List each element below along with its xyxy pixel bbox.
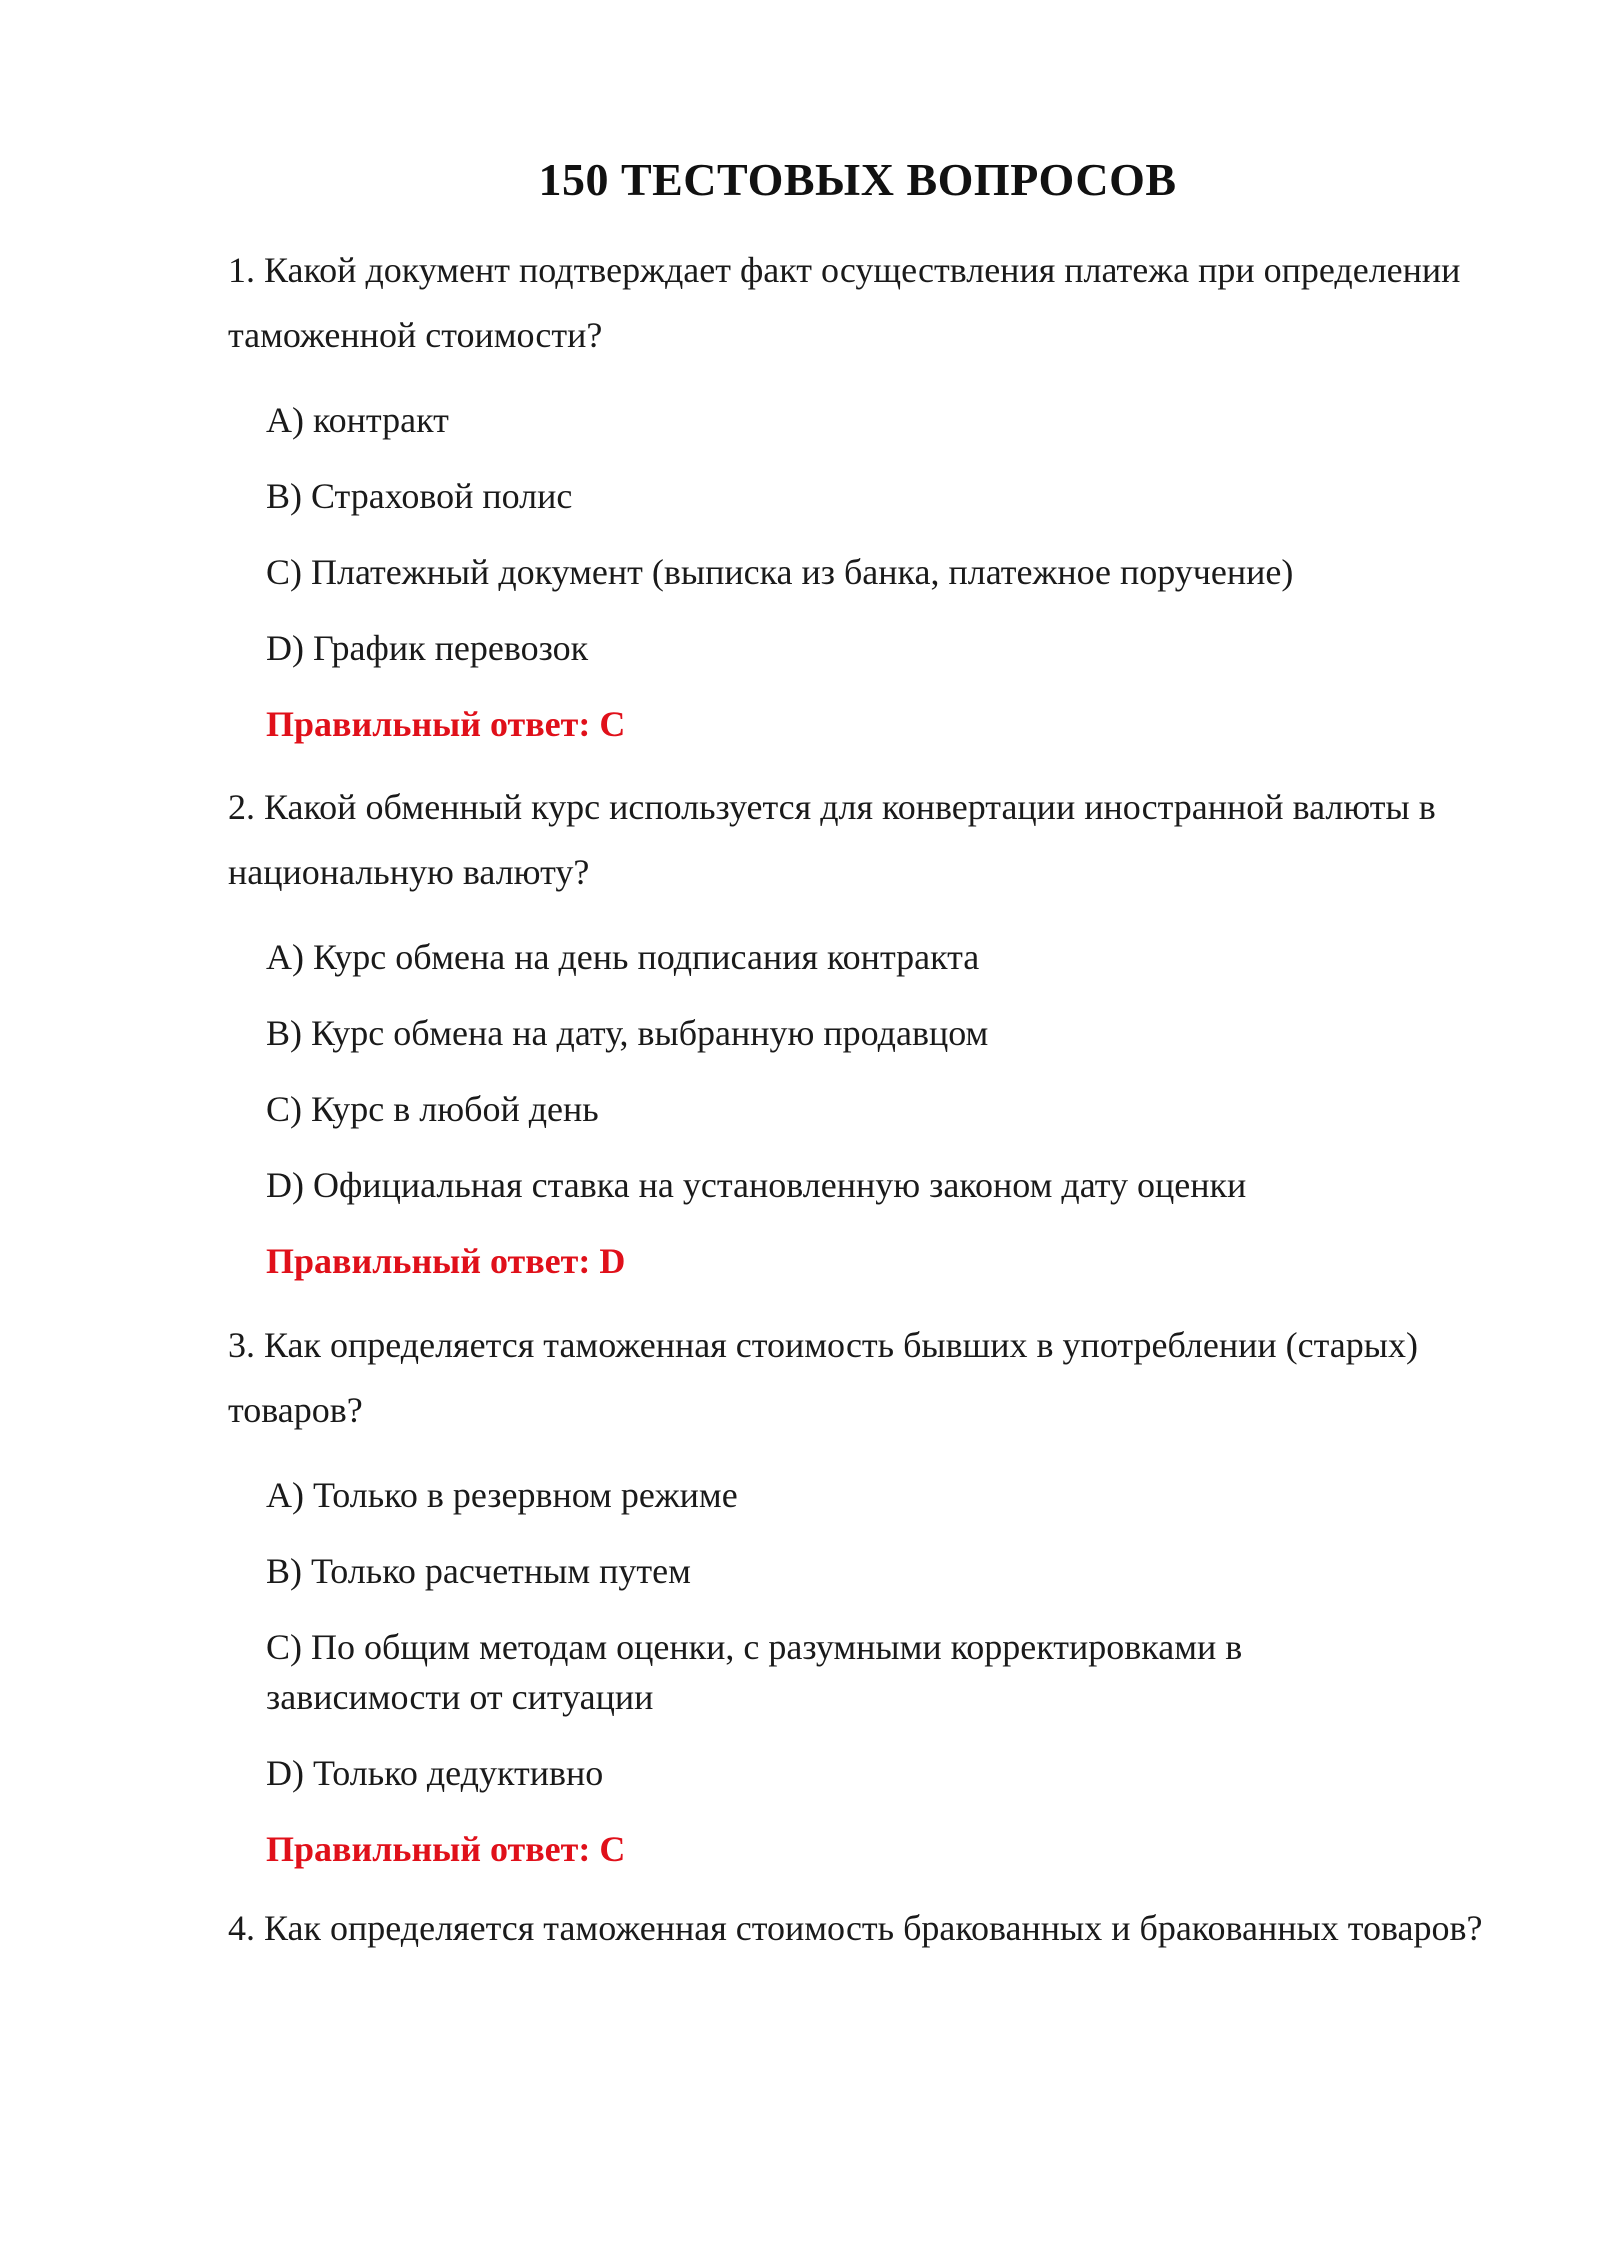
- option-d: D) Только дедуктивно: [266, 1753, 604, 1793]
- option-a: A) Курс обмена на день подписания контракта: [266, 937, 980, 977]
- option-b: B) Страховой полис: [266, 476, 573, 516]
- option-c: C) Курс в любой день: [266, 1089, 599, 1129]
- correct-answer: Правильный ответ: C: [266, 704, 626, 744]
- correct-answer: Правильный ответ: C: [266, 1829, 626, 1869]
- correct-answer: Правильный ответ: D: [266, 1241, 626, 1281]
- question-text: 2. Какой обменный курс используется для конвертации иностранной валюты в национальную валюту?: [228, 787, 1436, 892]
- option-a: A) Только в резервном режиме: [266, 1475, 738, 1515]
- option-d: D) Официальная ставка на установленную законом дату оценки: [266, 1165, 1247, 1205]
- question-text: 3. Как определяется таможенная стоимость бывших в употреблении (старых) товаров?: [228, 1325, 1418, 1430]
- question-text: 1. Какой документ подтверждает факт осуществления платежа при определении таможенной стоимости?: [228, 250, 1461, 355]
- option-a: A) контракт: [266, 400, 449, 440]
- document-title: 150 ТЕСТОВЫХ ВОПРОСОВ: [538, 154, 1177, 205]
- option-b: B) Курс обмена на дату, выбранную продавцом: [266, 1013, 989, 1053]
- question-text: 4. Как определяется таможенная стоимость бракованных и бракованных товаров?: [228, 1908, 1483, 1948]
- option-d: D) График перевозок: [266, 628, 589, 668]
- option-b: B) Только расчетным путем: [266, 1551, 691, 1591]
- option-c: C) Платежный документ (выписка из банка, платежное поручение): [266, 552, 1294, 592]
- option-c: C) По общим методам оценки, с разумными корректировками в зависимости от ситуации: [266, 1627, 1243, 1717]
